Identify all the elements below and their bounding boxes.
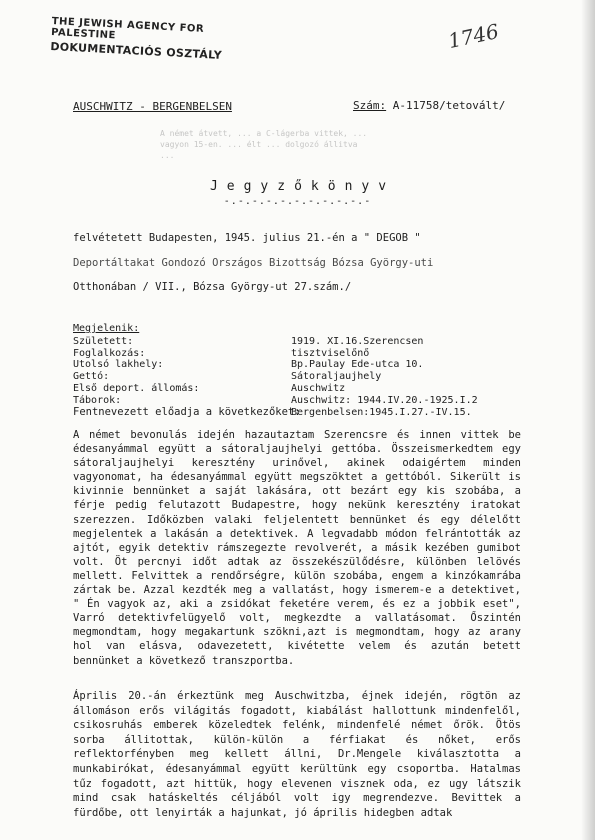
particulars-value: tisztviselőnő	[291, 347, 370, 359]
particulars-row	[73, 359, 553, 371]
particulars-value: 1919. XI.16.Szerencsen	[291, 335, 424, 347]
particulars-heading: Megjelenik:	[73, 323, 140, 334]
stamp-agency-line: THE JEWISH AGENCY FOR PALESTINE	[50, 16, 205, 42]
particulars-row	[73, 395, 553, 407]
particulars-label: Első deport. állomás:	[73, 382, 200, 394]
header-camps: AUSCHWITZ - BERGENBELSEN	[73, 100, 232, 113]
header-number-label: Szám:	[353, 99, 387, 112]
particulars-label: Utolsó lakhely:	[73, 359, 164, 371]
document-title: Jegyzőkönyv	[209, 179, 396, 194]
intro-line-2: Deportáltakat Gondozó Országos Bizottság Bózsa György-uti	[73, 256, 434, 269]
particulars-label: Gettó:	[73, 371, 110, 383]
particulars-value: Auschwitz: 1944.IV.20.-1925.I.2	[291, 394, 478, 406]
particulars-value: Bp.Paulay Ede-utca 10.	[291, 359, 424, 371]
particulars-value: Sátoraljaujhely	[291, 371, 382, 383]
handwritten-archive-number: 1746	[446, 18, 501, 54]
particulars-label: Foglalkozás:	[73, 347, 146, 359]
header-number	[353, 99, 505, 112]
testimony-paragraph-2: Április 20.-án érkeztünk meg Auschwitzba, éjnek idején, rögtön az állomáson erős világitás fogadott, kiabálást hallottunk mindenfelől, csikosruhás emberek közeledtek felénk, mindenfelé német őrök. Ötös sorba állitottak, külön-külön a férfiakat és nőket, erős reflektorfényben meg kellett állni, Dr.Mengele kiválasztotta a munkabirókat, édesanyámmal együtt kerültünk egy csoportba. Hatalmas tűz fogadott, azt hittük, hogy elevenen visznek oda, ez ugy látszik mind csak hatáskeltés céljából volt igy megrendezve. Bevittek a fürdőbe, ott lenyirták a hajunkat, jó április hidegben adtak	[73, 690, 521, 819]
header-number-value: A-11758/tetovált/	[392, 99, 506, 112]
personal-particulars	[73, 323, 553, 418]
particulars-label: Született:	[73, 335, 134, 347]
stamp-department-line: DOKUMENTACIÓS OSZTÁLY	[50, 39, 223, 62]
particulars-row	[73, 348, 553, 360]
intro-line-1: felvétetett Budapesten, 1945. julius 21.-én a " DEGOB "	[73, 232, 421, 244]
particulars-value: Auschwitz	[291, 382, 346, 394]
particulars-row	[73, 371, 553, 383]
title-underline: -.-.-.-.-.-.-.-.-.-.-	[223, 196, 372, 207]
particulars-label: Táborok:	[73, 394, 122, 406]
archive-stamp	[50, 16, 262, 64]
particulars-value: Bergenbelsen:1945.I.27.-IV.15.	[291, 406, 472, 418]
testimony-paragraph-1: A német bevonulás idején hazautaztam Szerencsre és innen vittek be édesanyámmal együtt a sátoraljaujhelyi gettóba. Összeismerkedtem egy sátoraljaujhelyi keresztény urinővel, akinek odaigértem minden vagyonomat, ha édesanyámmal együtt megszöktet a gettóból. Sikerült is kivinnie bennünket a saját lakására, ott bezárt egy kis szobába, a férje pedig felutazott Budapestre, hogy nekünk keresztény iratokat szerezzen. Időközben valaki feljelentett bennünket és egy délelőtt megjelentek a lakásán a detektivek. A legvadabb módon felrántották az ajtót, egyik detektiv rámszegezte revolverét, a másik kezében gumibot volt. Öt percnyi időt adtak az összekészülődésre, különben lelövés mellett. Felvittek a rendőrségre, külön szobába, engem a kinzókamrába zártak be. Azzal kezdték meg a vallatást, hogy ismerem-e a detektivet, " Én vagyok az, aki a zsidókat feketére verem, és ez a jobbik eset", Varró detektivfelügyelő volt, megkezdte a vallatásomat. Őszintén megmondtam, hogy megakartunk szökni,azt is megmondtam, hogy az arany hol van elásva, odavezetett, kivétette velem és azután betett bennünket a következő transzportba.	[73, 429, 521, 667]
particulars-row	[73, 383, 553, 395]
particulars-row	[73, 336, 553, 348]
statement-intro: Fentnevezett előadja a következőket:	[73, 406, 301, 418]
bleed-through-text: A német átvett, ... a C-lágerba vittek, ... vagyon 15-en. ... élt ... dolgozó állitva ...	[160, 129, 368, 160]
intro-line-3: Otthonában / VII., Bózsa György-ut 27.szám./	[73, 281, 352, 293]
protocol-intro	[73, 226, 533, 300]
